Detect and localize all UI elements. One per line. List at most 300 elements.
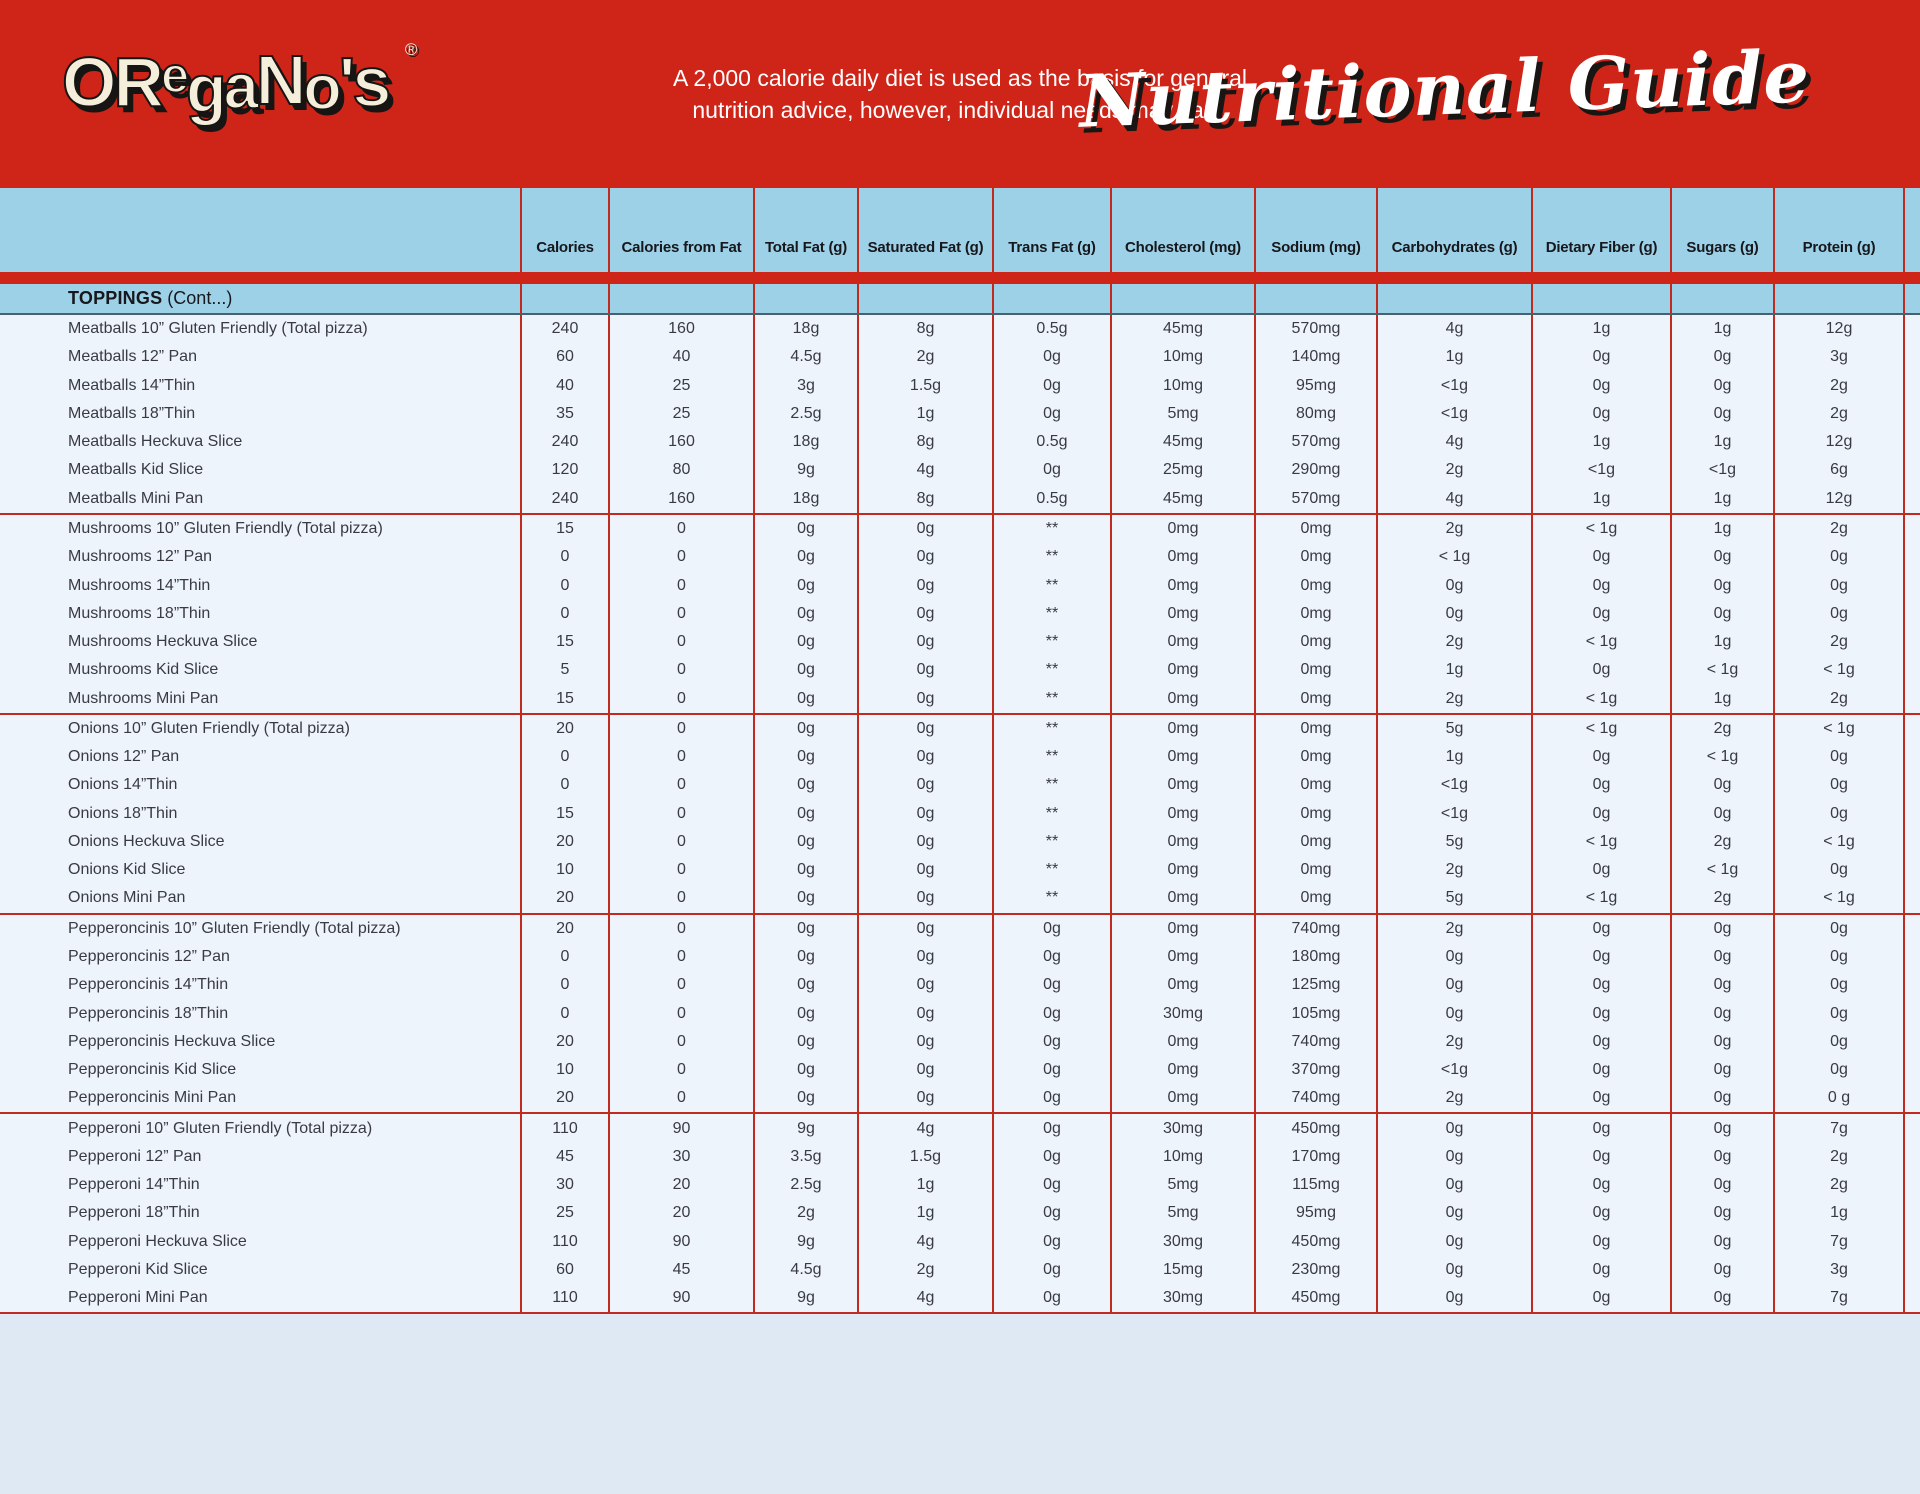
header-spacer — [0, 188, 520, 272]
item-value: < 1g — [1670, 656, 1773, 684]
item-value: 12g — [1773, 428, 1905, 456]
item-value: 0mg — [1110, 628, 1254, 656]
item-value: 0mg — [1254, 715, 1376, 743]
item-value: <1g — [1376, 400, 1531, 428]
item-value: 2g — [1670, 715, 1773, 743]
item-value: 2g — [1670, 828, 1773, 856]
item-name: Onions Kid Slice — [68, 861, 186, 879]
item-value: 0mg — [1110, 715, 1254, 743]
section-row — [0, 284, 1905, 313]
table-row — [0, 515, 1905, 543]
item-name: Onions Heckuva Slice — [68, 832, 225, 850]
item-value: 0g — [1670, 1084, 1773, 1112]
item-value: 95mg — [1254, 1199, 1376, 1227]
item-value: ** — [992, 743, 1110, 771]
item-value: 0mg — [1110, 515, 1254, 543]
item-value: 290mg — [1254, 456, 1376, 484]
item-value: 4g — [857, 456, 992, 484]
item-value: <1g — [1376, 771, 1531, 799]
table-row — [0, 1256, 1905, 1284]
item-value: 0mg — [1254, 543, 1376, 571]
column-header: Total Fat (g) — [753, 188, 857, 272]
item-value: 25 — [608, 372, 753, 400]
item-value: 0g — [1670, 1256, 1773, 1284]
item-value: 0mg — [1110, 743, 1254, 771]
item-value: 0g — [857, 915, 992, 943]
item-value: 4g — [857, 1284, 992, 1312]
item-value: 0g — [992, 1056, 1110, 1084]
page-title: Nutritional Guide — [1077, 33, 1812, 144]
item-value: 0g — [992, 1171, 1110, 1199]
item-value: 0g — [1531, 943, 1670, 971]
item-value: 0g — [1773, 943, 1905, 971]
item-value: 3g — [1773, 343, 1905, 371]
item-value: 0mg — [1110, 771, 1254, 799]
item-value: 0g — [1531, 1228, 1670, 1256]
group-mushrooms — [0, 513, 1920, 713]
item-value: 0mg — [1254, 771, 1376, 799]
item-value: 7g — [1773, 1284, 1905, 1312]
item-value: 5g — [1376, 828, 1531, 856]
item-value: 0g — [1531, 999, 1670, 1027]
item-value: 0 — [608, 515, 753, 543]
item-value: 0 — [608, 971, 753, 999]
item-value: 10mg — [1110, 372, 1254, 400]
item-value: 20 — [520, 915, 608, 943]
item-value: 20 — [520, 828, 608, 856]
item-value: 0g — [753, 999, 857, 1027]
item-value: 0g — [1376, 1143, 1531, 1171]
item-name: Pepperoncinis Kid Slice — [68, 1061, 237, 1079]
item-value: 0 — [520, 743, 608, 771]
item-value: < 1g — [1773, 715, 1905, 743]
item-value: 0 — [608, 1084, 753, 1112]
item-value: 570mg — [1254, 315, 1376, 343]
item-value: 1g — [1670, 485, 1773, 513]
item-value: 0g — [753, 571, 857, 599]
item-value: 0mg — [1110, 971, 1254, 999]
item-value: 5mg — [1110, 1171, 1254, 1199]
item-value: ** — [992, 884, 1110, 912]
item-value: 2g — [1376, 1028, 1531, 1056]
item-value: 0mg — [1110, 600, 1254, 628]
item-value: 230mg — [1254, 1256, 1376, 1284]
item-value: 125mg — [1254, 971, 1376, 999]
table-row — [0, 715, 1905, 743]
item-value: 5 — [520, 656, 608, 684]
item-value: 0g — [1376, 571, 1531, 599]
item-value: 15 — [520, 684, 608, 712]
item-name: Mushrooms Heckuva Slice — [68, 633, 258, 651]
item-value: 0g — [753, 656, 857, 684]
item-value: 1g — [1670, 315, 1773, 343]
item-value: 35 — [520, 400, 608, 428]
item-value: 0g — [1670, 943, 1773, 971]
table-row — [0, 571, 1905, 599]
item-value: 0g — [1670, 372, 1773, 400]
item-value: 7g — [1773, 1228, 1905, 1256]
item-value: 15 — [520, 800, 608, 828]
item-name: Meatballs Mini Pan — [68, 489, 204, 507]
item-name: Pepperoni Kid Slice — [68, 1260, 208, 1278]
item-value: 160 — [608, 315, 753, 343]
item-value: 0g — [1531, 743, 1670, 771]
item-value: 0g — [1376, 600, 1531, 628]
item-value: 450mg — [1254, 1228, 1376, 1256]
item-value: 18g — [753, 315, 857, 343]
item-value: 30 — [608, 1143, 753, 1171]
item-value: 20 — [520, 1028, 608, 1056]
item-value: 0mg — [1254, 884, 1376, 912]
item-value: 2.5g — [753, 400, 857, 428]
item-value: <1g — [1531, 456, 1670, 484]
item-value: 0g — [753, 1056, 857, 1084]
item-value: 30mg — [1110, 1228, 1254, 1256]
item-value: 0g — [857, 884, 992, 912]
item-value: 160 — [608, 428, 753, 456]
item-value: 0g — [1670, 915, 1773, 943]
item-value: 570mg — [1254, 485, 1376, 513]
item-value: 0 — [608, 715, 753, 743]
item-value: 0mg — [1110, 1028, 1254, 1056]
item-value: 2g — [1773, 400, 1905, 428]
item-value: 40 — [520, 372, 608, 400]
item-value: 0g — [753, 684, 857, 712]
item-value: 0g — [1670, 1028, 1773, 1056]
item-value: 0g — [1531, 1028, 1670, 1056]
item-value: 80mg — [1254, 400, 1376, 428]
item-value: 0 — [608, 828, 753, 856]
item-value: 0g — [857, 800, 992, 828]
item-value: 2g — [1773, 1171, 1905, 1199]
section-title-rest: (Cont...) — [162, 288, 233, 308]
item-value: 2.5g — [753, 1171, 857, 1199]
item-name: Mushrooms Mini Pan — [68, 689, 219, 707]
item-value: 80 — [608, 456, 753, 484]
item-name: Mushrooms 14”Thin — [68, 576, 211, 594]
item-value: 0 — [608, 1028, 753, 1056]
item-value: 18g — [753, 428, 857, 456]
item-value: 0g — [753, 543, 857, 571]
item-value: ** — [992, 656, 1110, 684]
table-header-strip — [0, 188, 1920, 272]
item-value: 0 — [608, 684, 753, 712]
table-row — [0, 1284, 1905, 1312]
item-value: 0g — [1376, 943, 1531, 971]
item-value: 740mg — [1254, 1028, 1376, 1056]
item-value: 0g — [1531, 1199, 1670, 1227]
nutrition-table-body — [0, 315, 1920, 1314]
item-value: 0g — [1670, 343, 1773, 371]
table-row — [0, 828, 1905, 856]
item-value: 0mg — [1254, 515, 1376, 543]
item-value: 45 — [608, 1256, 753, 1284]
item-value: 0mg — [1254, 800, 1376, 828]
item-value: 0g — [857, 971, 992, 999]
item-value: 0.5g — [992, 428, 1110, 456]
item-value: 30mg — [1110, 1284, 1254, 1312]
item-value: 15 — [520, 628, 608, 656]
item-value: 15 — [520, 515, 608, 543]
item-value: 1g — [1531, 315, 1670, 343]
table-row — [0, 884, 1905, 912]
item-value: 4g — [1376, 315, 1531, 343]
item-name: Meatballs 18”Thin — [68, 404, 196, 422]
section-cell — [520, 284, 608, 313]
item-value: 0g — [857, 999, 992, 1027]
item-value: 740mg — [1254, 915, 1376, 943]
item-value: 0g — [753, 856, 857, 884]
item-value: 0g — [1376, 971, 1531, 999]
item-value: 2g — [1376, 1084, 1531, 1112]
item-name: Pepperoni Mini Pan — [68, 1289, 208, 1307]
section-strip — [0, 284, 1920, 315]
item-value: 15mg — [1110, 1256, 1254, 1284]
item-value: 370mg — [1254, 1056, 1376, 1084]
item-value: 0mg — [1254, 656, 1376, 684]
item-value: 0g — [857, 743, 992, 771]
item-value: <1g — [1670, 456, 1773, 484]
item-value: 4g — [1376, 428, 1531, 456]
column-header: Protein (g) — [1773, 188, 1905, 272]
item-value: 0g — [857, 571, 992, 599]
group-onions — [0, 713, 1920, 913]
item-value: 0g — [857, 943, 992, 971]
item-value: 0g — [1531, 1056, 1670, 1084]
item-value: 0g — [857, 515, 992, 543]
item-value: 1g — [1376, 343, 1531, 371]
item-name: Onions Mini Pan — [68, 889, 186, 907]
column-header: Trans Fat (g) — [992, 188, 1110, 272]
item-value: ** — [992, 800, 1110, 828]
item-value: 1g — [857, 1199, 992, 1227]
item-value: 0g — [1670, 1228, 1773, 1256]
column-header: Sugars (g) — [1670, 188, 1773, 272]
item-value: 120 — [520, 456, 608, 484]
item-value: < 1g — [1531, 515, 1670, 543]
item-value: 60 — [520, 343, 608, 371]
item-value: 0mg — [1110, 1084, 1254, 1112]
item-value: 0g — [1531, 1084, 1670, 1112]
item-value: 95mg — [1254, 372, 1376, 400]
item-value: 0 — [608, 656, 753, 684]
item-value: 0 — [520, 571, 608, 599]
item-value: 0g — [753, 1028, 857, 1056]
item-name: Pepperoncinis 14”Thin — [68, 976, 229, 994]
table-row — [0, 656, 1905, 684]
section-cell — [753, 284, 857, 313]
item-value: ** — [992, 856, 1110, 884]
item-value: 0g — [857, 656, 992, 684]
item-value: 12g — [1773, 315, 1905, 343]
item-name: Pepperoncinis Mini Pan — [68, 1089, 237, 1107]
item-value: 0g — [857, 715, 992, 743]
item-value: 2g — [1670, 884, 1773, 912]
item-value: <1g — [1376, 800, 1531, 828]
item-value: 0g — [1531, 1284, 1670, 1312]
item-value: 2g — [1376, 515, 1531, 543]
item-value: 450mg — [1254, 1114, 1376, 1142]
item-value: 0g — [753, 1084, 857, 1112]
column-header: Dietary Fiber (g) — [1531, 188, 1670, 272]
item-value: 20 — [520, 1084, 608, 1112]
column-header: Carbohydrates (g) — [1376, 188, 1531, 272]
item-value: 1g — [1531, 428, 1670, 456]
item-value: 1g — [1670, 628, 1773, 656]
item-value: 0 — [608, 771, 753, 799]
registered-trademark-mark: ® — [404, 40, 415, 59]
item-value: 0g — [857, 771, 992, 799]
item-value: 9g — [753, 1284, 857, 1312]
item-value: 0 — [608, 800, 753, 828]
item-value: 0g — [1773, 543, 1905, 571]
logo-text: ORegaNo's — [62, 41, 389, 127]
item-name: Meatballs Kid Slice — [68, 461, 204, 479]
item-value: 0g — [753, 915, 857, 943]
item-value: 0g — [1531, 543, 1670, 571]
item-value: 0g — [753, 743, 857, 771]
item-value: 12g — [1773, 485, 1905, 513]
item-value: 0g — [1376, 1199, 1531, 1227]
section-cell — [857, 284, 992, 313]
item-value: 115mg — [1254, 1171, 1376, 1199]
item-value: 20 — [520, 715, 608, 743]
item-value: 0g — [1670, 800, 1773, 828]
item-value: 0g — [1773, 999, 1905, 1027]
item-value: 10 — [520, 856, 608, 884]
item-value: 0 — [608, 743, 753, 771]
item-value: < 1g — [1773, 828, 1905, 856]
table-row — [0, 1056, 1905, 1084]
item-value: 0g — [1670, 999, 1773, 1027]
item-value: 0g — [1670, 1143, 1773, 1171]
item-name: Meatballs 14”Thin — [68, 376, 196, 394]
item-value: 0g — [1531, 1114, 1670, 1142]
item-value: 0g — [1773, 771, 1905, 799]
item-value: 0g — [992, 343, 1110, 371]
item-value: 0g — [1670, 1171, 1773, 1199]
item-value: 0g — [1670, 1199, 1773, 1227]
column-header: Sodium (mg) — [1254, 188, 1376, 272]
item-name: Pepperoncinis 10” Gluten Friendly (Total pizza) — [68, 919, 401, 937]
item-value: 0g — [1773, 743, 1905, 771]
item-value: 0g — [992, 1199, 1110, 1227]
table-row — [0, 1114, 1905, 1142]
item-value: 240 — [520, 315, 608, 343]
item-value: 0g — [1773, 915, 1905, 943]
item-value: 160 — [608, 485, 753, 513]
item-value: < 1g — [1531, 884, 1670, 912]
item-value: 0mg — [1254, 743, 1376, 771]
table-header-row — [0, 188, 1905, 272]
item-value: 20 — [520, 884, 608, 912]
item-value: 0mg — [1110, 915, 1254, 943]
item-value: 2g — [857, 1256, 992, 1284]
item-value: 0g — [1376, 1114, 1531, 1142]
item-value: 4.5g — [753, 343, 857, 371]
table-row — [0, 999, 1905, 1027]
item-value: 0g — [1531, 856, 1670, 884]
item-value: 0g — [1670, 771, 1773, 799]
item-value: 4.5g — [753, 1256, 857, 1284]
item-value: 2g — [1773, 1143, 1905, 1171]
item-value: 90 — [608, 1228, 753, 1256]
item-value: 0g — [1670, 971, 1773, 999]
item-value: 0 — [520, 600, 608, 628]
table-row — [0, 343, 1905, 371]
item-value: 90 — [608, 1284, 753, 1312]
table-row — [0, 428, 1905, 456]
item-value: 1.5g — [857, 1143, 992, 1171]
group-pepperoncinis — [0, 913, 1920, 1113]
item-value: 0g — [1670, 571, 1773, 599]
item-value: 2g — [1773, 515, 1905, 543]
item-value: 0g — [992, 1143, 1110, 1171]
item-value: 1g — [1670, 428, 1773, 456]
table-row — [0, 1228, 1905, 1256]
item-value: 0 — [520, 543, 608, 571]
item-name: Pepperoni Heckuva Slice — [68, 1232, 247, 1250]
column-header: Calories — [520, 188, 608, 272]
item-value: 0g — [1531, 915, 1670, 943]
item-value: ** — [992, 715, 1110, 743]
item-value: < 1g — [1531, 828, 1670, 856]
item-value: 0g — [753, 628, 857, 656]
item-value: 45mg — [1110, 428, 1254, 456]
item-value: 0g — [753, 884, 857, 912]
item-value: 0 — [520, 771, 608, 799]
item-value: 1.5g — [857, 372, 992, 400]
item-value: 0 — [608, 884, 753, 912]
item-value: 0mg — [1110, 828, 1254, 856]
item-value: 0g — [1670, 400, 1773, 428]
item-value: 2g — [1773, 372, 1905, 400]
item-value: 0g — [992, 400, 1110, 428]
item-value: 3g — [753, 372, 857, 400]
item-value: 25 — [520, 1199, 608, 1227]
item-value: 0g — [1531, 1143, 1670, 1171]
item-value: < 1g — [1531, 684, 1670, 712]
item-value: 3g — [1773, 1256, 1905, 1284]
table-row — [0, 1028, 1905, 1056]
item-value: ** — [992, 571, 1110, 599]
top-banner — [0, 0, 1920, 188]
table-row — [0, 456, 1905, 484]
item-value: 0 — [520, 971, 608, 999]
item-value: 0g — [992, 1256, 1110, 1284]
table-row — [0, 543, 1905, 571]
item-name: Pepperoni 10” Gluten Friendly (Total pizza) — [68, 1119, 373, 1137]
item-value: 9g — [753, 1228, 857, 1256]
item-value: 0g — [992, 999, 1110, 1027]
item-value: 30mg — [1110, 1114, 1254, 1142]
table-row — [0, 372, 1905, 400]
item-value: 0g — [1773, 1056, 1905, 1084]
oreganos-logo — [62, 40, 415, 127]
item-value: 1g — [1670, 684, 1773, 712]
section-title-bold: TOPPINGS — [68, 288, 163, 308]
item-value: 170mg — [1254, 1143, 1376, 1171]
item-value: 0mg — [1110, 884, 1254, 912]
item-value: 5g — [1376, 715, 1531, 743]
table-row — [0, 971, 1905, 999]
item-name: Pepperoni 18”Thin — [68, 1204, 200, 1222]
item-value: ** — [992, 628, 1110, 656]
section-cell — [1376, 284, 1531, 313]
item-value: 0g — [992, 1228, 1110, 1256]
item-value: 2g — [857, 343, 992, 371]
item-value: 0g — [1773, 971, 1905, 999]
